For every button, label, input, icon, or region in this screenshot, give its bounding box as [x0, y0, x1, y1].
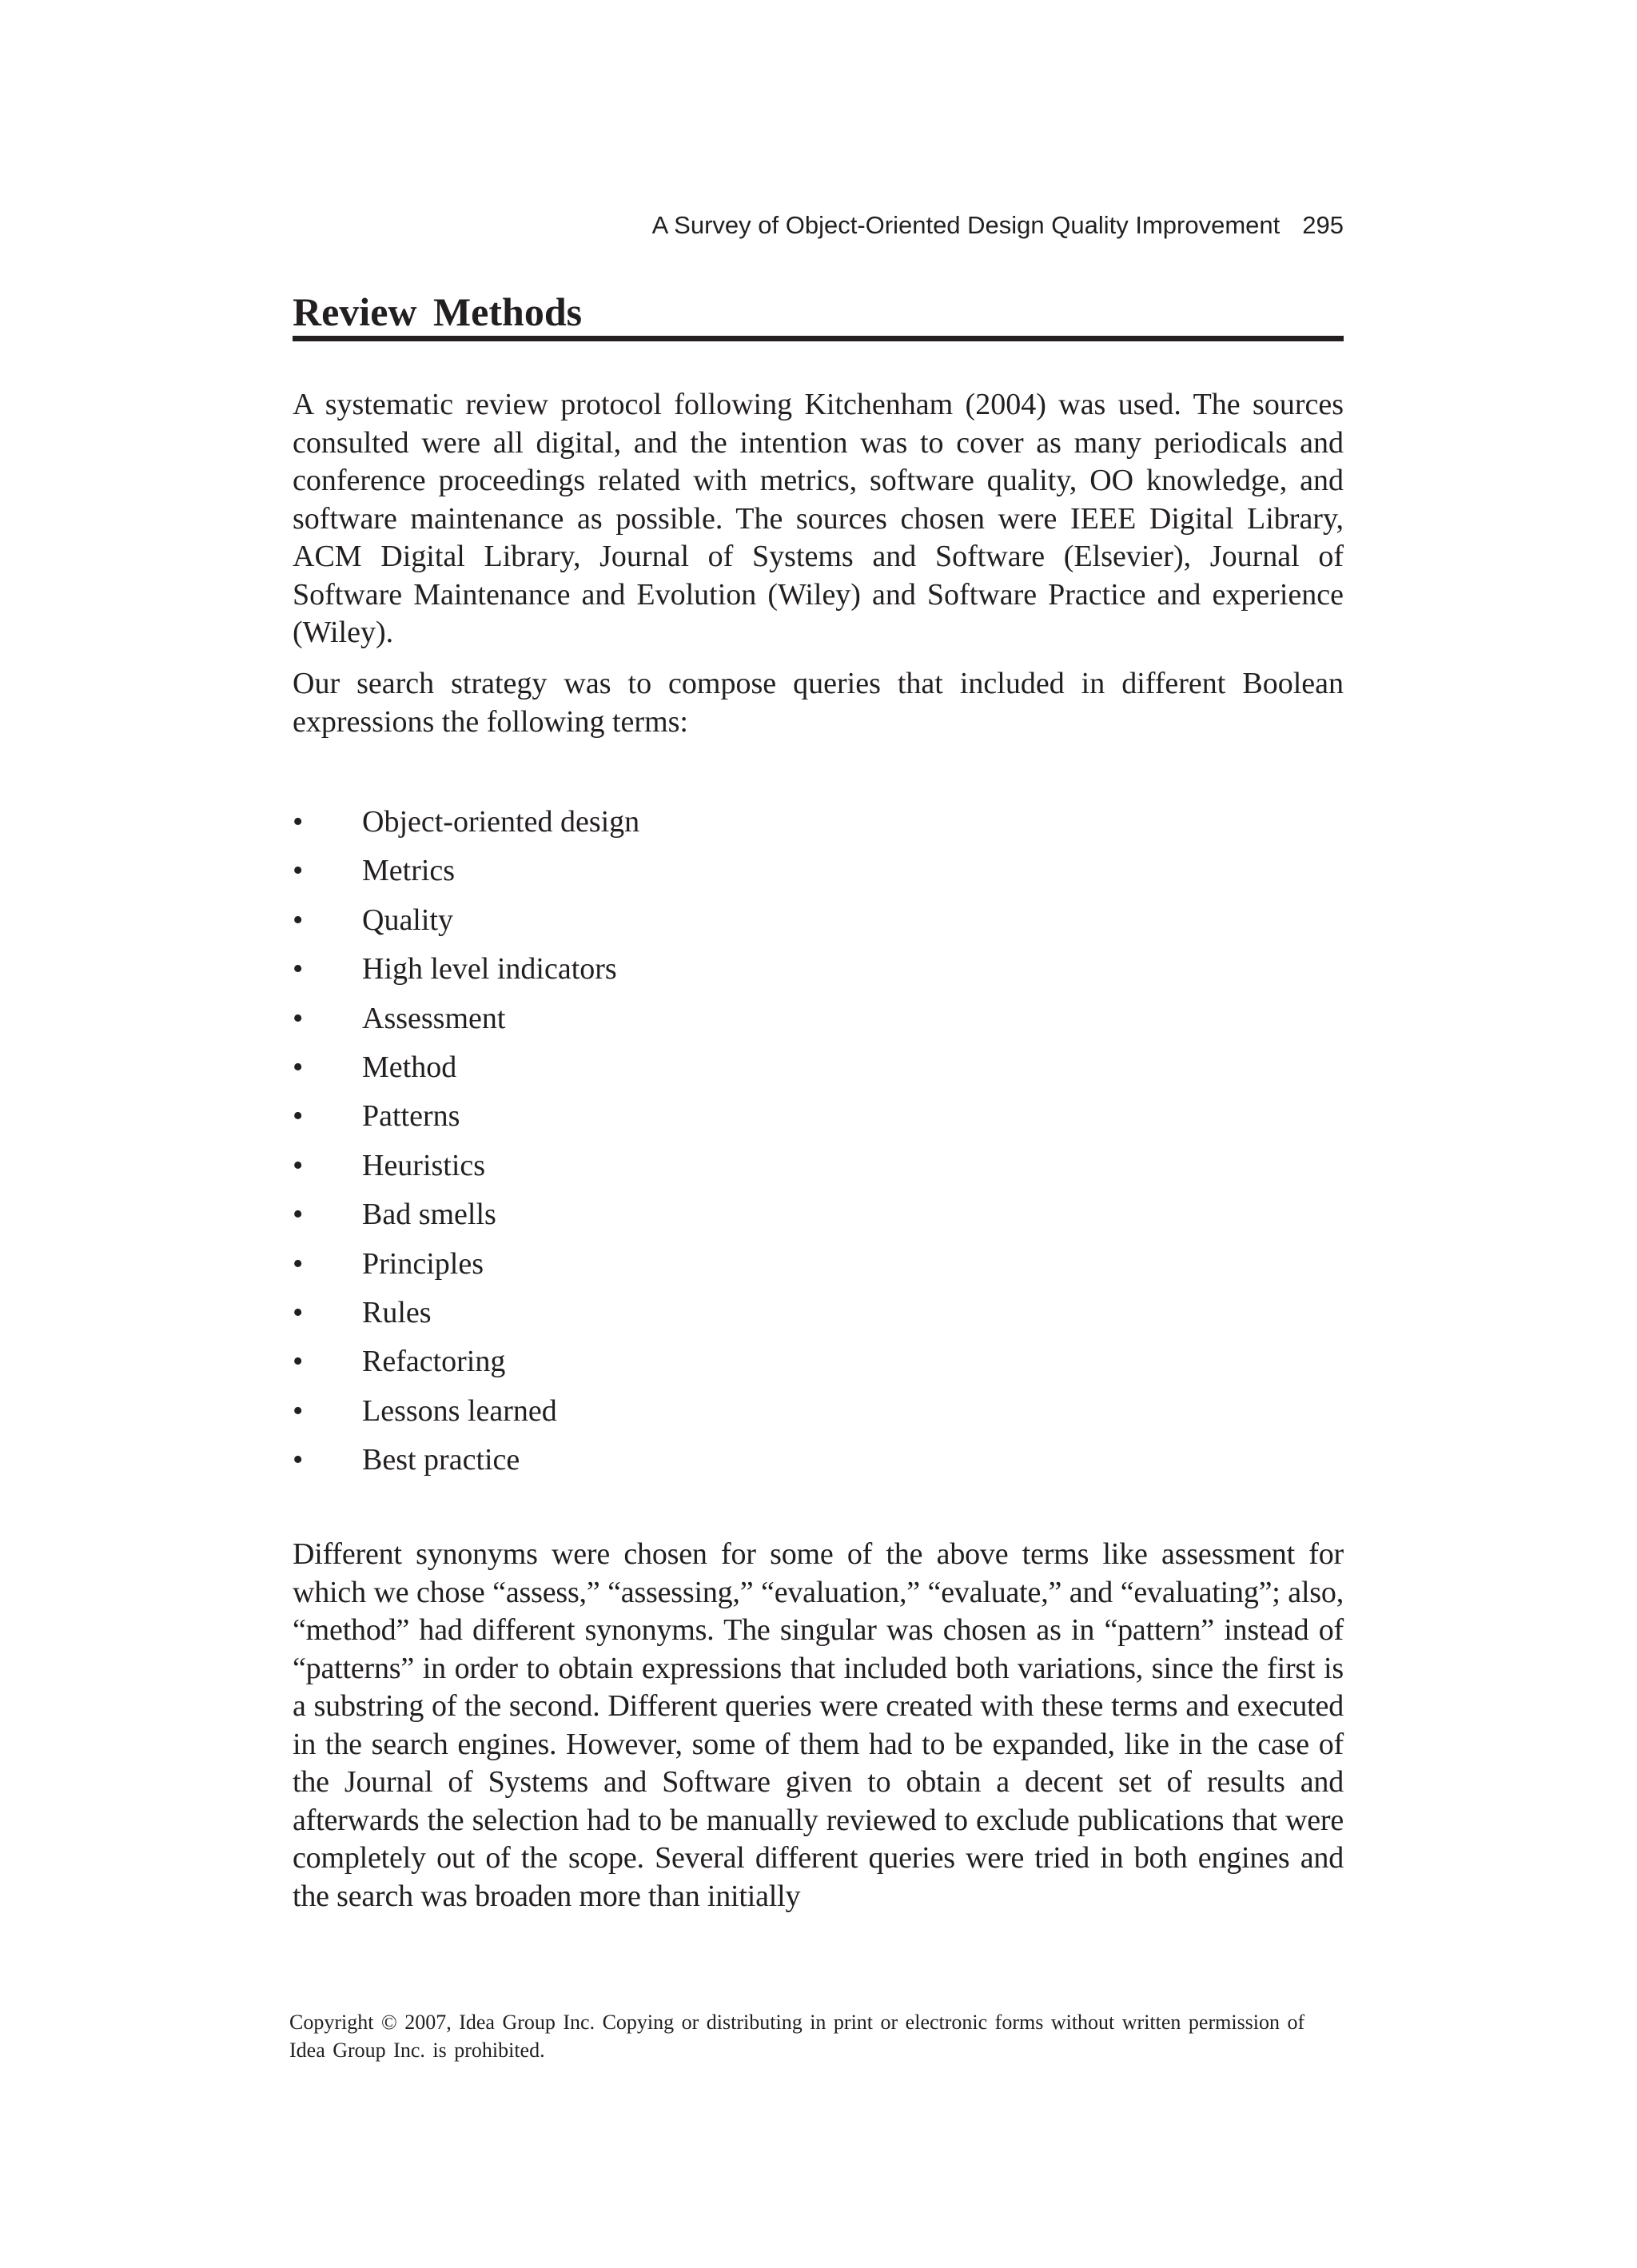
search-term: Object-oriented design: [362, 805, 640, 839]
search-term: Bad smells: [362, 1198, 496, 1232]
bullet-icon: •: [293, 1246, 304, 1281]
search-term: Method: [362, 1050, 457, 1084]
list-item: [293, 801, 1012, 850]
search-term: Principles: [362, 1246, 484, 1281]
search-term: High level indicators: [362, 952, 617, 987]
running-head: [652, 209, 1344, 241]
list-item: [293, 1243, 1012, 1292]
section-title-rule: [293, 336, 1344, 341]
search-term: Assessment: [362, 1001, 506, 1035]
bullet-icon: •: [293, 805, 304, 839]
search-term: Lessons learned: [362, 1393, 557, 1428]
search-term: Quality: [362, 903, 453, 937]
bullet-icon: •: [293, 1198, 304, 1232]
search-term: Heuristics: [362, 1148, 486, 1182]
list-item: [293, 948, 1012, 997]
bullet-icon: •: [293, 854, 304, 888]
search-term: Patterns: [362, 1099, 460, 1134]
list-item: [293, 1194, 1012, 1242]
list-item: [293, 1145, 1012, 1194]
paragraph-review-protocol: A systematic review protocol following Kitchenham (2004) was used. The sources consulted were all digital, and the intention was to cover as many periodicals and conference proceedings related with metrics, software quality, OO knowledge, and software maintenance as possible. The sources chosen were IEEE Digital Library, ACM Digital Library, Journal of Systems and Software (Elsevier), Journal of Software Maintenance and Evolution (Wiley) and Software Practice and experience (Wiley).: [293, 388, 1344, 649]
paragraph-search-strategy: Our search strategy was to compose queries that included in different Boolean expressions the following terms:: [293, 667, 1344, 739]
bullet-icon: •: [293, 1443, 304, 1477]
bullet-icon: •: [293, 1148, 304, 1182]
search-term: Rules: [362, 1295, 432, 1329]
list-item: [293, 1341, 1012, 1389]
bullet-icon: •: [293, 903, 304, 937]
page-number: 295: [1302, 211, 1344, 239]
copyright-notice: Copyright © 2007, Idea Group Inc. Copying or distributing in print or electronic forms without written permission of Idea Group Inc. is prohibited.: [289, 2011, 1305, 2062]
bullet-icon: •: [293, 1050, 304, 1084]
paragraph-synonyms: Different synonyms were chosen for some of the above terms like assessment for which we chose “assess,” “assessing,” “evaluation,” “evaluate,” and “evaluating”; also, “method” had different synonyms. The singular was chosen as in “pattern” instead of “patterns” in order to obtain expressions that included both variations, since the first is a substring of the second. Different queries were created with these terms and executed in the search engines. However, some of them had to be expanded, like in the case of the Journal of Systems and Software given to obtain a decent set of results and afterwards the selection had to be manually reviewed to exclude publications that were completely out of the scope. Several different queries were tried in both engines and the search was broaden more than initially: [293, 1537, 1344, 1913]
search-term: Refactoring: [362, 1345, 506, 1379]
running-head-title: A Survey of Object-Oriented Design Quality Improvement: [651, 211, 1281, 239]
bullet-icon: •: [293, 1295, 304, 1329]
list-item: [293, 899, 1012, 948]
bullet-icon: •: [293, 952, 304, 987]
bullet-icon: •: [293, 1345, 304, 1379]
bullet-icon: •: [293, 1099, 304, 1134]
list-item: [293, 1095, 1012, 1144]
bullet-icon: •: [293, 1001, 304, 1035]
list-item: [293, 1390, 1012, 1439]
section-title: Review Methods: [293, 289, 583, 334]
bullet-icon: •: [293, 1393, 304, 1428]
search-term: Best practice: [362, 1443, 520, 1477]
list-item: [293, 1046, 1012, 1095]
search-term: Metrics: [362, 854, 456, 888]
list-item: [293, 1292, 1012, 1341]
list-item: [293, 998, 1012, 1046]
list-item: [293, 850, 1012, 899]
list-item: [293, 1439, 1012, 1488]
search-terms-list: [293, 801, 1012, 1488]
